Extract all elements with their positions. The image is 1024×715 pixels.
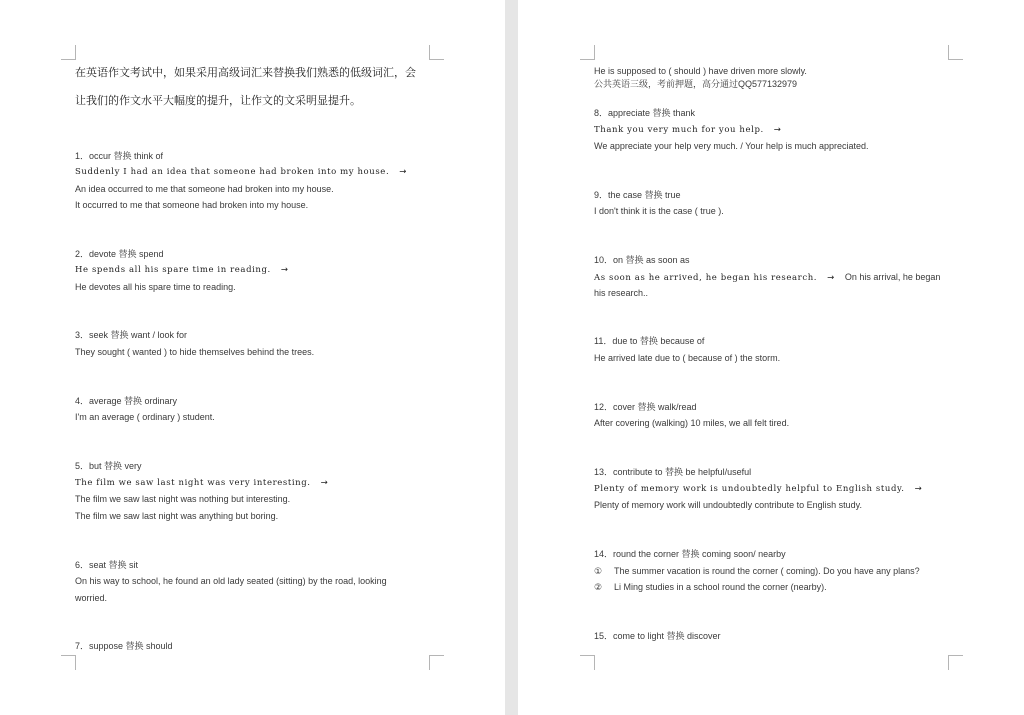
original-sentence <box>75 477 328 489</box>
rewrite-sentence: Plenty of memory work will undoubtedly contribute to English study. <box>594 500 862 510</box>
arrow-icon: → <box>399 167 407 177</box>
rewrite-sentence: worried. <box>75 593 108 603</box>
arrow-icon: → <box>914 484 923 494</box>
original-sentence <box>594 271 940 284</box>
item-heading: 12．cover 替换 walk/read <box>594 402 697 412</box>
item-heading: 10．on 替换 as soon as <box>594 255 690 265</box>
numbered-example <box>594 565 920 578</box>
rewrite-sentence: The film we saw last night was anything but boring. <box>75 511 279 521</box>
crop-mark-bottom-left <box>580 655 595 670</box>
circled-number: ② <box>594 583 603 593</box>
item-heading: 15．come to light 替换 discover <box>594 631 721 641</box>
rewrite-sentence: I don't think it is the case ( true ). <box>594 206 724 216</box>
original-sentence <box>594 124 782 136</box>
rewrite-sentence: We appreciate your help very much. / Your help is much appreciated. <box>594 141 869 151</box>
item-heading: 4．average 替换 ordinary <box>75 396 178 406</box>
rewrite-sentence: On his way to school, he found an old lady seated (sitting) by the road, looking <box>75 576 387 586</box>
rewrite-sentence: The film we saw last night was nothing but interesting. <box>75 494 291 504</box>
crop-mark-top-left <box>61 45 76 60</box>
item-heading: 7．suppose 替换 should <box>75 641 173 651</box>
rewrite-text: On his arrival, he began <box>844 272 941 282</box>
rewrite-sentence: his research.. <box>594 288 649 298</box>
item-heading: 14．round the corner 替换 coming soon/ nearby <box>594 549 786 559</box>
item-heading: 5．but 替换 very <box>75 461 142 471</box>
rewrite-sentence: It occurred to me that someone had broken into my house. <box>75 200 309 210</box>
original-sentence <box>75 264 289 276</box>
intro-line-2: 让我们的作文水平大幅度的提升，让作文的文采明显提升。 <box>75 95 361 107</box>
page-right <box>518 0 1024 715</box>
carry-over-sentence: He is supposed to ( should ) have driven more slowly. <box>594 66 807 76</box>
crop-mark-bottom-right <box>948 655 963 670</box>
arrow-icon: → <box>320 478 329 488</box>
arrow-icon: → <box>827 273 835 283</box>
page-left <box>0 0 505 715</box>
original-sentence <box>594 483 922 495</box>
crop-mark-top-right <box>948 45 963 60</box>
intro-line-1: 在英语作文考试中，如果采用高级词汇来替换我们熟悉的低级词汇，会 <box>75 67 416 79</box>
example-text: Li Ming studies in a school round the corner (nearby). <box>614 582 827 592</box>
item-heading: 1．occur 替换 think of <box>75 151 164 161</box>
promo-line: 公共英语三级，考前押题，高分通过QQ577132979 <box>594 79 798 89</box>
arrow-icon: → <box>773 125 782 135</box>
rewrite-sentence: He devotes all his spare time to reading. <box>75 282 236 292</box>
rewrite-sentence: An idea occurred to me that someone had broken into my house. <box>75 184 334 194</box>
original-text: As soon as he arrived, he began his research. <box>594 273 818 283</box>
original-sentence <box>75 166 407 178</box>
item-heading: 6．seat 替换 sit <box>75 560 139 570</box>
example-text: The summer vacation is round the corner ( coming). Do you have any plans? <box>614 566 920 576</box>
crop-mark-bottom-right <box>429 655 444 670</box>
rewrite-sentence: They sought ( wanted ) to hide themselves behind the trees. <box>75 347 315 357</box>
item-heading: 2．devote 替换 spend <box>75 249 164 259</box>
item-heading: 3．seek 替换 want / look for <box>75 330 188 340</box>
rewrite-sentence: He arrived late due to ( because of ) the storm. <box>594 353 781 363</box>
original-text: Suddenly I had an idea that someone had broken into my house. <box>75 167 390 177</box>
item-heading: 9．the case 替换 true <box>594 190 681 200</box>
crop-mark-top-right <box>429 45 444 60</box>
item-heading: 11．due to 替换 because of <box>594 336 705 346</box>
original-text: The film we saw last night was very interesting. <box>75 478 311 488</box>
rewrite-sentence: I'm an average ( ordinary ) student. <box>75 412 215 422</box>
crop-mark-top-left <box>580 45 595 60</box>
rewrite-sentence: After covering (walking) 10 miles, we all felt tired. <box>594 418 790 428</box>
original-text: Thank you very much for you help. <box>594 125 764 135</box>
numbered-example <box>594 581 827 594</box>
original-text: Plenty of memory work is undoubtedly helpful to English study. <box>594 484 905 494</box>
item-heading: 13．contribute to 替换 be helpful/useful <box>594 467 752 477</box>
arrow-icon: → <box>280 265 289 275</box>
circled-number: ① <box>594 567 603 577</box>
original-text: He spends all his spare time in reading. <box>75 265 271 275</box>
crop-mark-bottom-left <box>61 655 76 670</box>
item-heading: 8．appreciate 替换 thank <box>594 108 696 118</box>
